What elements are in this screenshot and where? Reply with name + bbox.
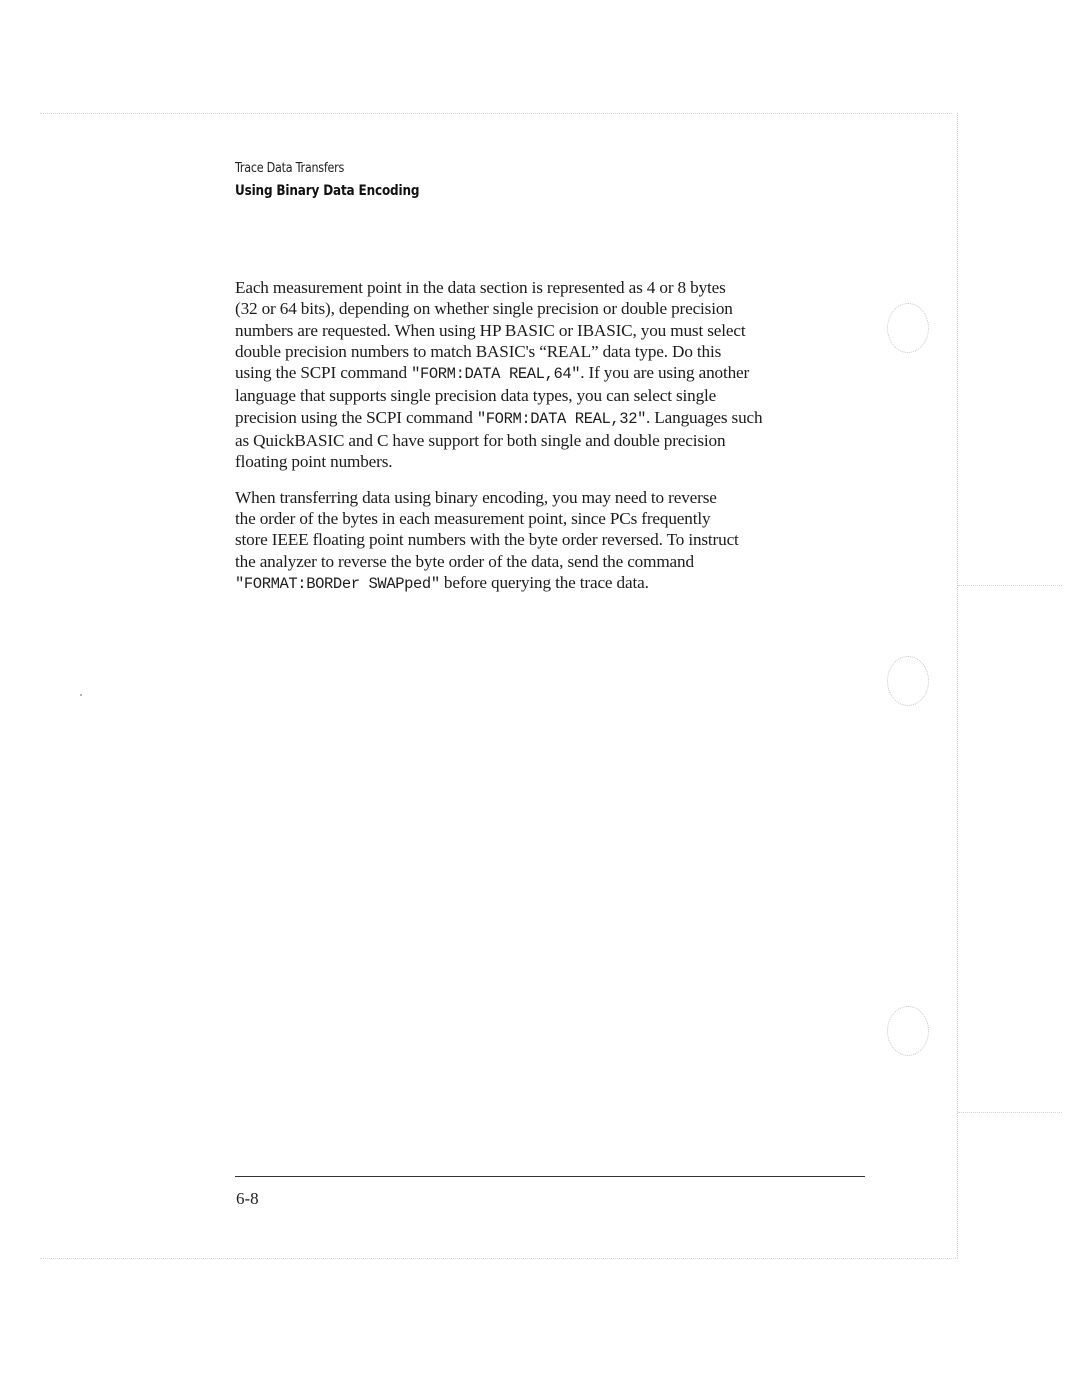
running-head: Trace Data Transfers [235,161,345,176]
text-line: using the SCPI command "FORM:DATA REAL,64". If you are using another [235,363,750,384]
text-line: floating point numbers. [235,452,393,472]
binder-hole [887,303,929,353]
text-line: the order of the bytes in each measurement point, since PCs frequently [235,508,711,528]
text-line: the analyzer to reverse the byte order of the data, send the command [235,551,694,571]
text-line: Each measurement point in the data section is represented as 4 or 8 bytes [235,278,726,297]
binder-hole [887,656,929,706]
body-text [235,277,875,609]
text-line: When transferring data using binary encoding, you may need to reverse [235,487,717,507]
scan-speck [80,694,82,696]
paragraph-1 [235,277,875,473]
tab-divider-line [958,585,1062,586]
section-title: Using Binary Data Encoding [235,183,420,199]
text-line: precision using the SCPI command "FORM:DATA REAL,32". Languages such [235,407,763,428]
text-line: "FORMAT:BORDer SWAPped" before querying the trace data. [235,572,649,593]
text-line: store IEEE floating point numbers with the byte order reversed. To instruct [235,530,739,550]
scpi-command: "FORMAT:BORDer SWAPped" [235,574,440,593]
scan-edge-right [957,113,958,1258]
tab-divider-line [958,1112,1062,1113]
page-number: 6-8 [236,1189,259,1208]
text-line: numbers are requested. When using HP BASIC or IBASIC, you must select [235,320,746,340]
scpi-command: "FORM:DATA REAL,64" [411,365,581,384]
footer-rule [235,1176,865,1177]
text-line: language that supports single precision data types, you can select single [235,386,717,406]
text-line: double precision numbers to match BASIC's “REAL” data type. Do this [235,341,722,361]
text-line: (32 or 64 bits), depending on whether single precision or double precision [235,299,733,319]
scpi-command: "FORM:DATA REAL,32" [476,409,647,428]
paragraph-2 [235,487,875,595]
scan-edge-top [40,113,952,114]
text-line: as QuickBASIC and C have support for both single and double precision [235,431,726,451]
binder-hole [887,1006,929,1056]
scan-edge-bottom [40,1258,958,1259]
